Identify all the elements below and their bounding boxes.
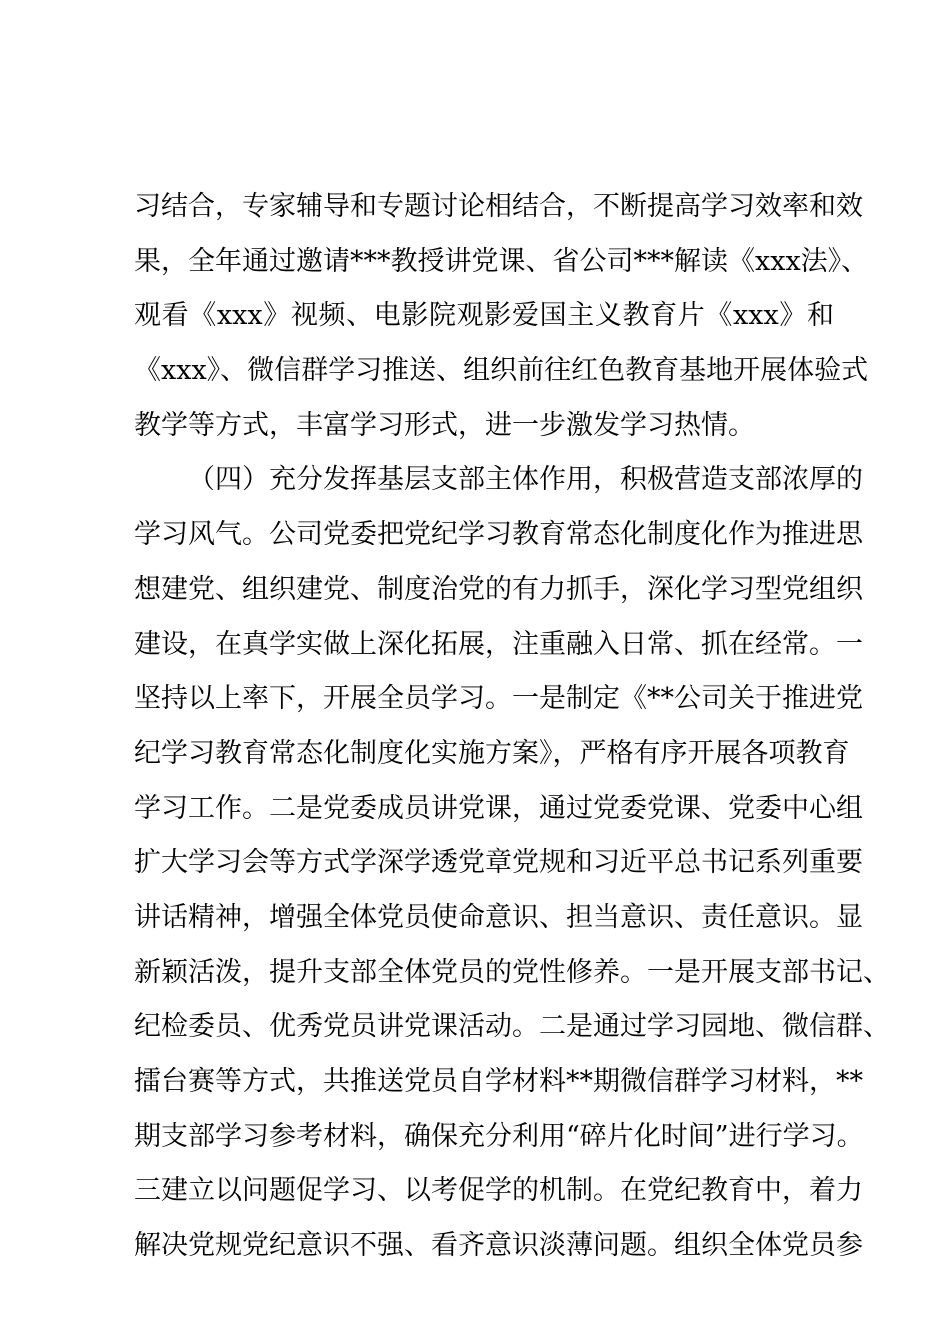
text-line: 三建立以问题促学习、以考促学的机制。在党纪教育中，着力: [134, 1175, 863, 1207]
text-line: 习结合，专家辅导和专题讨论相结合，不断提高学习效率和效: [134, 191, 863, 222]
text-line: 坚持以上率下，开展全员学习。一是制定《**公司关于推进党: [134, 683, 863, 715]
text-line: 想建党、组织建党、制度治党的有力抓手，深化学习型党组织: [134, 573, 863, 605]
body-text: [134, 180, 890, 1274]
text-line: 期支部学习参考材料，确保充分利用“碎片化时间”进行学习。: [134, 1120, 864, 1152]
text-line: 果，全年通过邀请***教授讲党课、省公司***解读《xxx法》、: [134, 245, 869, 277]
text-line: 学习工作。二是党委成员讲党课，通过党委党课、党委中心组: [134, 792, 863, 824]
text-line: 纪学习教育常态化制度化实施方案》，严格有序开展各项教育: [134, 737, 850, 769]
text-line: 扩大学习会等方式学深学透党章党规和习近平总书记系列重要: [134, 847, 863, 879]
section-heading-line: （四）充分发挥基层支部主体作用，积极营造支部浓厚的: [188, 464, 863, 496]
text-line: 纪检委员、优秀党员讲党课活动。二是通过学习园地、微信群、: [134, 1011, 890, 1043]
text-line: 《xxx》、微信群学习推送、组织前往红色教育基地开展体验式: [134, 355, 869, 387]
text-line: 讲话精神，增强全体党员使命意识、担当意识、责任意识。显: [134, 901, 863, 933]
text-line: 学习风气。公司党委把党纪学习教育常态化制度化作为推进思: [134, 519, 863, 551]
text-line: 擂台赛等方式，共推送党员自学材料**期微信群学习材料，**: [134, 1066, 863, 1097]
text-line: 观看《xxx》视频、电影院观影爱国主义教育片《xxx》和: [134, 300, 834, 332]
text-line: 教学等方式，丰富学习形式，进一步激发学习热情。: [134, 409, 755, 441]
text-line: 新颖活泼，提升支部全体党员的党性修养。一是开展支部书记、: [134, 956, 890, 988]
text-line: 解决党规党纪意识不强、看齐意识淡薄问题。组织全体党员参: [134, 1230, 863, 1262]
text-line: 建设，在真学实做上深化拓展，注重融入日常、抓在经常。一: [134, 628, 863, 660]
